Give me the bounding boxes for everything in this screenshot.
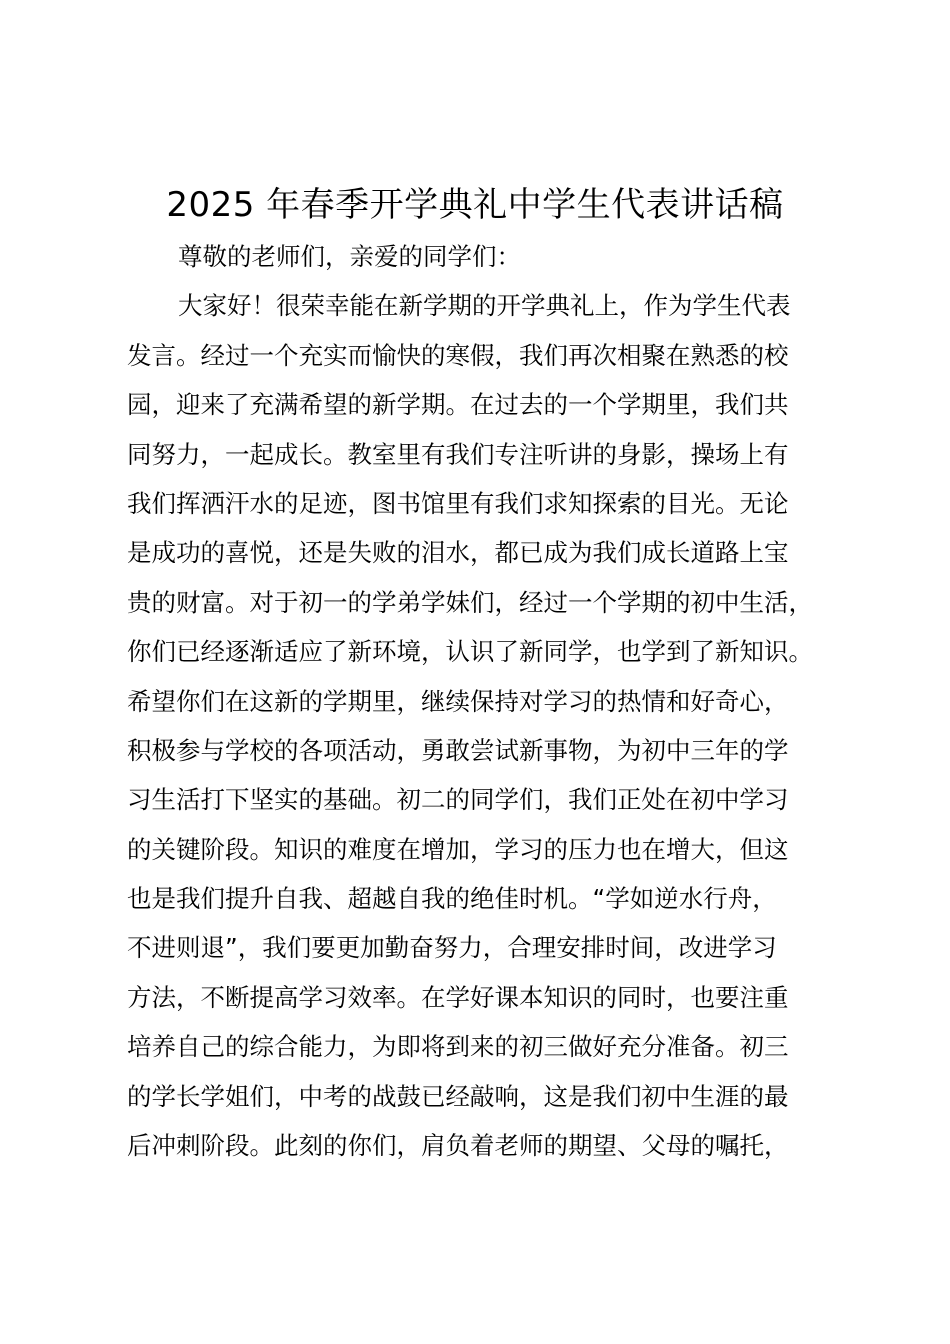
paragraph-line: 园，迎来了充满希望的新学期。在过去的一个学期里，我们共 (127, 390, 789, 420)
paragraph-line: 贵的财富。对于初一的学弟学妹们，经过一个学期的初中生活， (127, 587, 813, 617)
paragraph-line: 我们挥洒汗水的足迹，图书馆里有我们求知探索的目光。无论 (127, 488, 789, 518)
paragraph-line: 大家好！很荣幸能在新学期的开学典礼上，作为学生代表 (178, 291, 791, 321)
paragraph-line: 方法，不断提高学习效率。在学好课本知识的同时，也要注重 (127, 982, 789, 1012)
paragraph-line: 积极参与学校的各项活动，勇敢尝试新事物，为初中三年的学 (127, 735, 789, 765)
paragraph-line: 不进则退”，我们要更加勤奋努力，合理安排时间，改进学习 (127, 933, 777, 963)
paragraph-line: 希望你们在这新的学期里，继续保持对学习的热情和好奇心， (127, 686, 789, 716)
paragraph-line: 的学长学姐们，中考的战鼓已经敲响，这是我们初中生涯的最 (127, 1081, 789, 1111)
paragraph-line: 你们已经逐渐适应了新环境，认识了新同学，也学到了新知识。 (127, 637, 813, 667)
paragraph-line: 同努力，一起成长。教室里有我们专注听讲的身影，操场上有 (127, 439, 789, 469)
paragraph-line: 也是我们提升自我、超越自我的绝佳时机。“学如逆水行舟， (127, 884, 777, 914)
paragraph-line: 培养自己的综合能力，为即将到来的初三做好充分准备。初三 (127, 1032, 789, 1062)
document-title: 2025 年春季开学典礼中学生代表讲话稿 (166, 185, 784, 225)
salutation-line: 尊敬的老师们，亲爱的同学们： (178, 242, 521, 271)
paragraph-line: 习生活打下坚实的基础。初二的同学们，我们正处在初中学习 (127, 785, 789, 815)
paragraph-line: 发言。经过一个充实而愉快的寒假，我们再次相聚在熟悉的校 (127, 340, 789, 370)
paragraph-line: 后冲刺阶段。此刻的你们，肩负着老师的期望、父母的嘱托， (127, 1131, 789, 1161)
document-body (127, 232, 867, 1170)
paragraph-line: 是成功的喜悦，还是失败的泪水，都已成为我们成长道路上宝 (127, 538, 789, 568)
paragraph-line: 的关键阶段。知识的难度在增加，学习的压力也在增大，但这 (127, 834, 789, 864)
